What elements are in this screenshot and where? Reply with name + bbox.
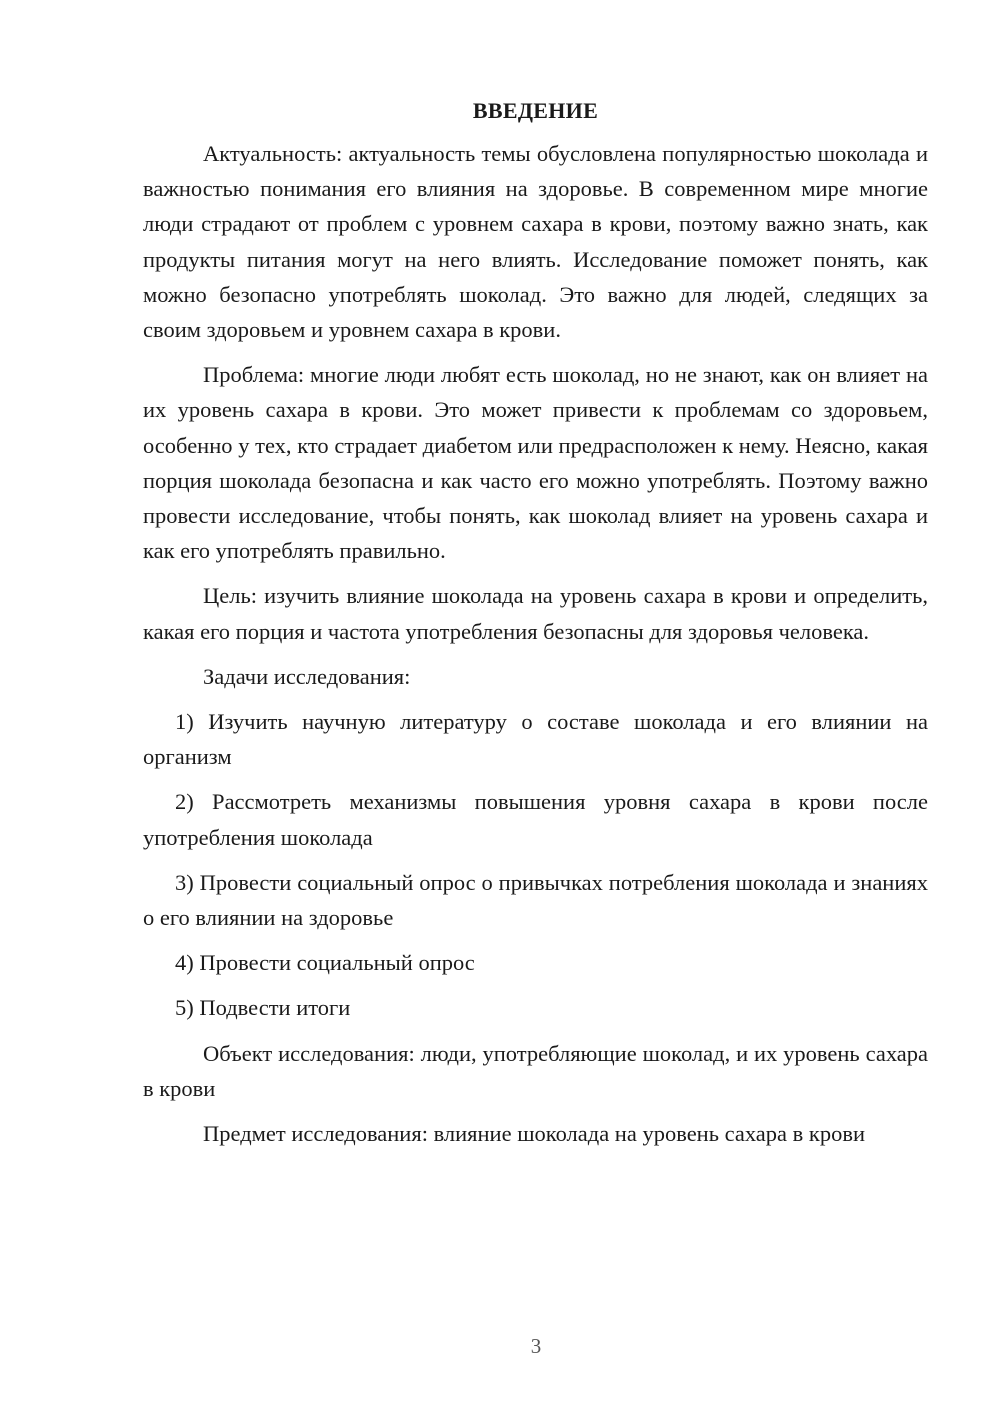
problem-paragraph: Проблема: многие люди любят есть шоколад, но не знают, как он влияет на их уровень сахара в крови. Это может привести к проблемам со здоровьем, особенно у тех, кто страдает диабетом или предрасположен к нему. Неясно, какая порция шоколада безопасна и как часто его можно употреблять. Поэтому важно провести исследование, чтобы понять, как шоколад влияет на уровень сахара и как его употреблять правильно.	[143, 362, 928, 564]
document-page	[143, 96, 928, 1161]
section-heading: ВВЕДЕНИЕ	[472, 98, 599, 123]
task-item: 4) Провести социальный опрос	[175, 950, 475, 976]
object-paragraph: Объект исследования: люди, употребляющие шоколад, и их уровень сахара в крови	[143, 1040, 928, 1101]
task-item: 2) Рассмотреть механизмы повышения уровня сахара в крови после употребления шоколада	[143, 789, 928, 850]
relevance-paragraph: Актуальность: актуальность темы обусловлена популярностью шоколада и важностью понимания его влияния на здоровье. В современном мире многие люди страдают от проблем с уровнем сахара в крови, поэтому важно знать, как продукты питания могут на него влиять. Исследование поможет понять, как можно безопасно употреблять шоколад. Это важно для людей, следящих за своим здоровьем и уровнем сахара в крови.	[143, 141, 928, 343]
task-item: 5) Подвести итоги	[175, 995, 351, 1021]
tasks-title: Задачи исследования:	[203, 663, 411, 689]
task-item: 1) Изучить научную литературу о составе шоколада и его влиянии на организм	[143, 709, 928, 770]
page-number: 3	[530, 1334, 542, 1358]
goal-paragraph: Цель: изучить влияние шоколада на уровень сахара в крови и определить, какая его порция и частота употребления безопасны для здоровья человека.	[143, 583, 928, 644]
subject-paragraph: Предмет исследования: влияние шоколада на уровень сахара в крови	[203, 1121, 866, 1147]
tasks-list	[143, 704, 928, 1026]
task-item: 3) Провести социальный опрос о привычках потребления шоколада и знаниях о его влиянии на здоровье	[143, 869, 928, 931]
